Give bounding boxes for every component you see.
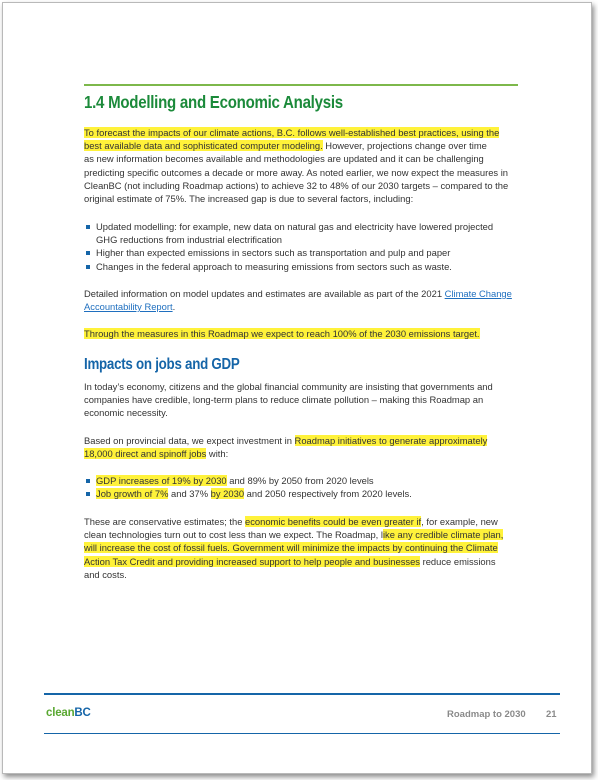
text-line (84, 179, 522, 192)
list-item-text: Updated modelling: for example, new data on natural gas and electricity have lowered projected (96, 221, 494, 232)
list-item (84, 474, 522, 487)
text-segment: and 2050 respectively from 2020 levels. (244, 488, 412, 500)
intro-paragraph (84, 126, 522, 205)
footer-top-rule (44, 693, 560, 695)
text-segment: with: (206, 448, 229, 460)
list-item (84, 246, 522, 259)
text-line: companies have credible, long-term plans to reduce climate pollution – making this Roadmap an (84, 394, 484, 406)
highlighted-text: will increase the cost of fossil fuels. Government will minimize the impacts by continuing the Climate (84, 542, 498, 554)
text-segment: However, projections change over time (322, 140, 487, 152)
footer-bottom-rule (44, 733, 560, 734)
jobs-paragraph-2 (84, 434, 522, 460)
cleanbc-logo (46, 707, 91, 719)
highlighted-text: Action Tax Credit and providing increased support to help people and businesses (84, 555, 420, 567)
text-segment: predicting specific outcomes a decade or more away. As noted earlier, we now expect the measures in (84, 166, 509, 178)
highlighted-text: ike any credible climate plan, (382, 529, 504, 541)
text-line (84, 447, 522, 460)
target-statement (84, 327, 522, 340)
text-segment: These are conservative estimates; the (84, 516, 246, 527)
text-segment: clean technologies turn out to cost less than we expect. The Roadmap, l (84, 529, 383, 541)
text-line (84, 555, 522, 568)
text-segment: original estimate of 75%. The increased gap is due to several factors, including: (84, 192, 414, 204)
section-top-rule (84, 84, 518, 86)
footer-doc-title: Roadmap to 2030 (447, 709, 526, 720)
logo-clean-text: clean (46, 707, 75, 719)
list-item-text: GHG reductions from industrial electrification (96, 234, 283, 246)
text-segment: as new information becomes available and methodologies are updated and it can be challenging (84, 153, 484, 165)
jobs-paragraph-3 (84, 515, 522, 581)
accountability-report-link-cont[interactable]: Accountability Report (84, 301, 173, 313)
jobs-paragraph-1 (84, 380, 522, 420)
highlighted-text: economic benefits could be even greater if (245, 516, 422, 527)
list-item (84, 260, 522, 273)
text-line: In today’s economy, citizens and the global financial community are insisting that governments and (84, 381, 493, 392)
text-line (84, 166, 522, 179)
text-line (84, 434, 522, 447)
logo-bc-text: BC (74, 707, 91, 719)
text-segment: CleanBC (not including Roadmap actions) to achieve 32 to 48% of our 2030 targets – compared to the (84, 179, 509, 191)
accountability-report-link[interactable]: Climate Change (444, 288, 512, 299)
list-item (84, 487, 522, 500)
text-segment: reduce emissions (419, 555, 496, 567)
list-item-text: Higher than expected emissions in sectors such as transportation and pulp and paper (96, 247, 451, 259)
text-line (84, 192, 522, 205)
text-line: economic necessity. (84, 407, 168, 419)
text-line (84, 515, 522, 528)
highlighted-text: To forecast the impacts of our climate actions, B.C. follows well-established best practices, using the (84, 127, 500, 138)
list-item (84, 220, 522, 246)
list-item-text (96, 474, 522, 487)
text-line (84, 139, 522, 152)
text-segment: Based on provincial data, we expect investment in (84, 435, 295, 446)
jobs-heading: Impacts on jobs and GDP (84, 356, 240, 373)
section-heading: 1.4 Modelling and Economic Analysis (84, 92, 343, 112)
detailed-info-suffix: . (172, 301, 176, 313)
highlighted-text: Roadmap initiatives to generate approximately (294, 435, 488, 446)
detailed-info-text: Detailed information on model updates and estimates are available as part of the 2021 (84, 288, 445, 299)
jobs-bullets (84, 474, 522, 500)
list-item-text (96, 487, 522, 500)
text-line (84, 528, 522, 541)
highlighted-text: 18,000 direct and spinoff jobs (84, 448, 207, 460)
highlighted-text: best available data and sophisticated computer modeling. (84, 140, 323, 152)
detailed-info-paragraph (84, 287, 522, 313)
text-segment: and 89% by 2050 from 2020 levels (226, 475, 374, 486)
page-number: 21 (546, 709, 557, 720)
text-segment: , for example, new (421, 516, 498, 527)
highlighted-text: GDP increases of 19% by 2030 (96, 475, 227, 486)
factors-list (84, 220, 522, 273)
text-line (84, 126, 522, 139)
text-line (84, 568, 522, 581)
highlighted-text: Job growth of 7% (96, 488, 169, 500)
list-item-text: Changes in the federal approach to measuring emissions from sectors such as waste. (96, 260, 452, 272)
text-segment: and costs. (84, 568, 127, 580)
text-line (84, 541, 522, 554)
text-segment: and 37% (168, 488, 211, 500)
highlighted-text: by 2030 (210, 488, 245, 500)
target-statement-text: Through the measures in this Roadmap we expect to reach 100% of the 2030 emissions target. (84, 328, 480, 339)
text-line (84, 152, 522, 165)
